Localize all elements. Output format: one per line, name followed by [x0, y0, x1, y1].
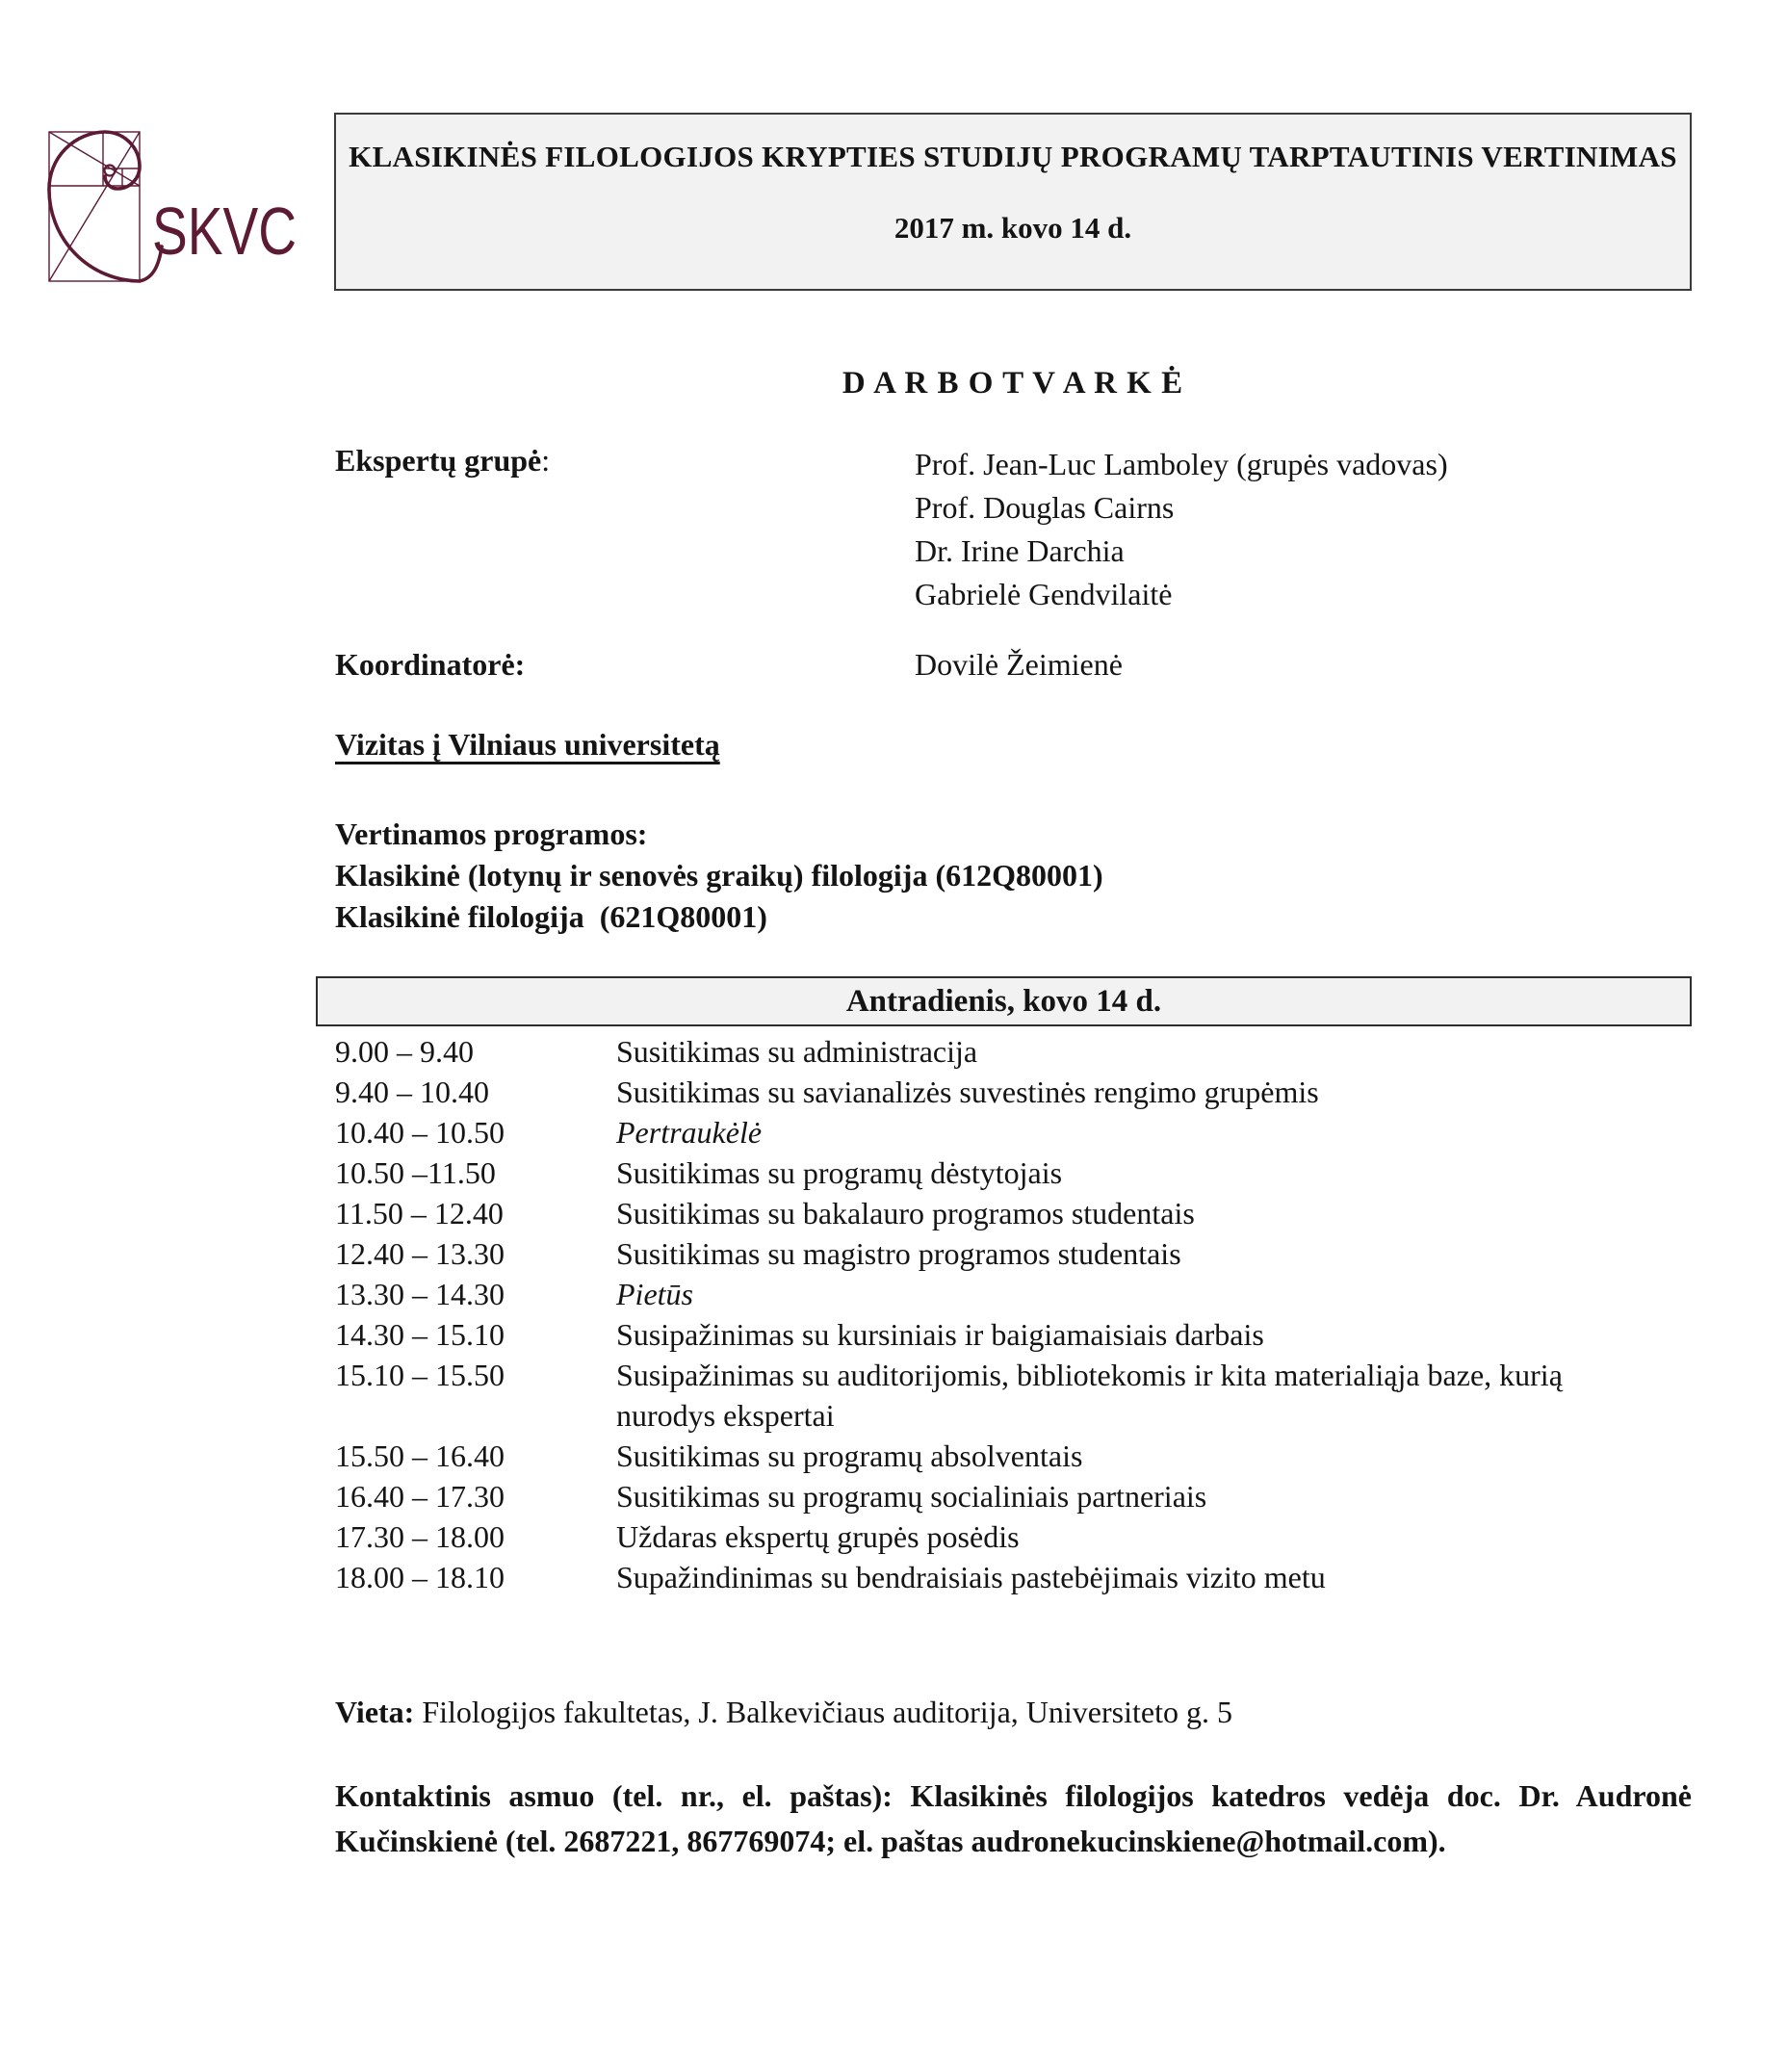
schedule-activity: Uždaras ekspertų grupės posėdis	[616, 1519, 1020, 1554]
experts-label-text: Ekspertų grupė	[335, 443, 542, 478]
logo-text: SKVC	[152, 194, 297, 269]
schedule-table	[335, 1031, 1683, 1597]
schedule-activity: Susitikimas su bakalauro programos studentais	[616, 1196, 1195, 1230]
schedule-row	[335, 1314, 1683, 1355]
schedule-row	[335, 1476, 1683, 1516]
schedule-time: 9.00 – 9.40	[335, 1034, 474, 1069]
document-date: 2017 m. kovo 14 d.	[894, 211, 1132, 245]
schedule-row	[335, 1031, 1683, 1072]
schedule-row	[335, 1436, 1683, 1476]
schedule-row	[335, 1112, 1683, 1153]
location-line	[335, 1695, 1232, 1730]
expert-name: Prof. Douglas Cairns	[915, 490, 1175, 525]
location-text: Filologijos fakultetas, J. Balkevičiaus auditorija, Universiteto g. 5	[414, 1695, 1232, 1729]
expert-name: Gabrielė Gendvilaitė	[915, 577, 1173, 611]
schedule-row	[335, 1233, 1683, 1274]
schedule-activity: Pertraukėlė	[616, 1115, 763, 1150]
experts-list	[915, 443, 1448, 616]
schedule-row	[335, 1516, 1683, 1557]
schedule-activity: Susitikimas su programų dėstytojais	[616, 1155, 1063, 1190]
schedule-activity: Susitikimas su magistro programos studentais	[616, 1236, 1181, 1271]
schedule-row	[335, 1193, 1683, 1233]
schedule-time: 11.50 – 12.40	[335, 1196, 504, 1230]
schedule-activity: Susitikimas su programų absolventais	[616, 1438, 1083, 1473]
coordinator-label: Koordinatorė:	[335, 647, 526, 682]
schedule-time: 17.30 – 18.00	[335, 1519, 505, 1554]
schedule-day-header: Antradienis, kovo 14 d.	[316, 976, 1692, 1026]
header-box	[334, 113, 1692, 291]
schedule-activity: Susitikimas su administracija	[616, 1034, 978, 1069]
schedule-time: 15.50 – 16.40	[335, 1438, 505, 1473]
spiral-curve	[49, 132, 162, 281]
program-item: Klasikinė (lotynų ir senovės graikų) filologija (612Q80001)	[335, 858, 1103, 893]
contact-paragraph: Kontaktinis asmuo (tel. nr., el. paštas): Klasikinės filologijos katedros vedėja doc. Dr. Audronė Kučinskienė (tel. 2687221, 867769074; el. paštas audronekucinskiene@hotmail.com).	[335, 1778, 1692, 1858]
schedule-time: 18.00 – 18.10	[335, 1560, 505, 1594]
schedule-row	[335, 1274, 1683, 1314]
expert-name: Dr. Irine Darchia	[915, 533, 1125, 568]
schedule-row	[335, 1153, 1683, 1193]
programs-label: Vertinamos programos:	[335, 816, 648, 851]
schedule-row	[335, 1072, 1683, 1112]
schedule-activity: Pietūs	[616, 1277, 693, 1311]
schedule-time: 12.40 – 13.30	[335, 1236, 505, 1271]
schedule-time: 13.30 – 14.30	[335, 1277, 505, 1311]
schedule-activity: Susitikimas su programų socialiniais partneriais	[616, 1479, 1207, 1514]
agenda-title: D A R B O T V A R K Ė	[842, 366, 1184, 401]
schedule-time: 9.40 – 10.40	[335, 1075, 489, 1109]
schedule-time: 10.40 – 10.50	[335, 1115, 505, 1150]
schedule-time: 10.50 –11.50	[335, 1155, 496, 1190]
document-title: KLASIKINĖS FILOLOGIJOS KRYPTIES STUDIJŲ PROGRAMŲ TARPTAUTINIS VERTINIMAS	[349, 140, 1677, 173]
schedule-row	[335, 1557, 1683, 1597]
schedule-time: 16.40 – 17.30	[335, 1479, 505, 1514]
skvc-logo	[39, 96, 318, 318]
schedule-time: 14.30 – 15.10	[335, 1317, 505, 1352]
experts-label-colon: :	[541, 443, 551, 478]
schedule-activity: Susitikimas su savianalizės suvestinės rengimo grupėmis	[616, 1075, 1319, 1109]
schedule-activity: Susipažinimas su auditorijomis, bibliotekomis ir kita materialiąja baze, kurią nurodys ekspertai	[616, 1358, 1563, 1433]
schedule-activity: Supažindinimas su bendraisiais pastebėjimais vizito metu	[616, 1560, 1326, 1594]
program-item: Klasikinė filologija (621Q80001)	[335, 899, 767, 934]
programs-block	[335, 814, 1103, 938]
schedule-activity: Susipažinimas su kursiniais ir baigiamaisiais darbais	[616, 1317, 1264, 1352]
location-label: Vieta:	[335, 1695, 415, 1729]
experts-label	[335, 443, 550, 479]
visit-title: Vizitas į Vilniaus universitetą	[335, 727, 720, 762]
schedule-time: 15.10 – 15.50	[335, 1358, 505, 1392]
schedule-row	[335, 1355, 1683, 1436]
coordinator-name: Dovilė Žeimienė	[915, 647, 1123, 682]
expert-name: Prof. Jean-Luc Lamboley (grupės vadovas)	[915, 447, 1448, 481]
